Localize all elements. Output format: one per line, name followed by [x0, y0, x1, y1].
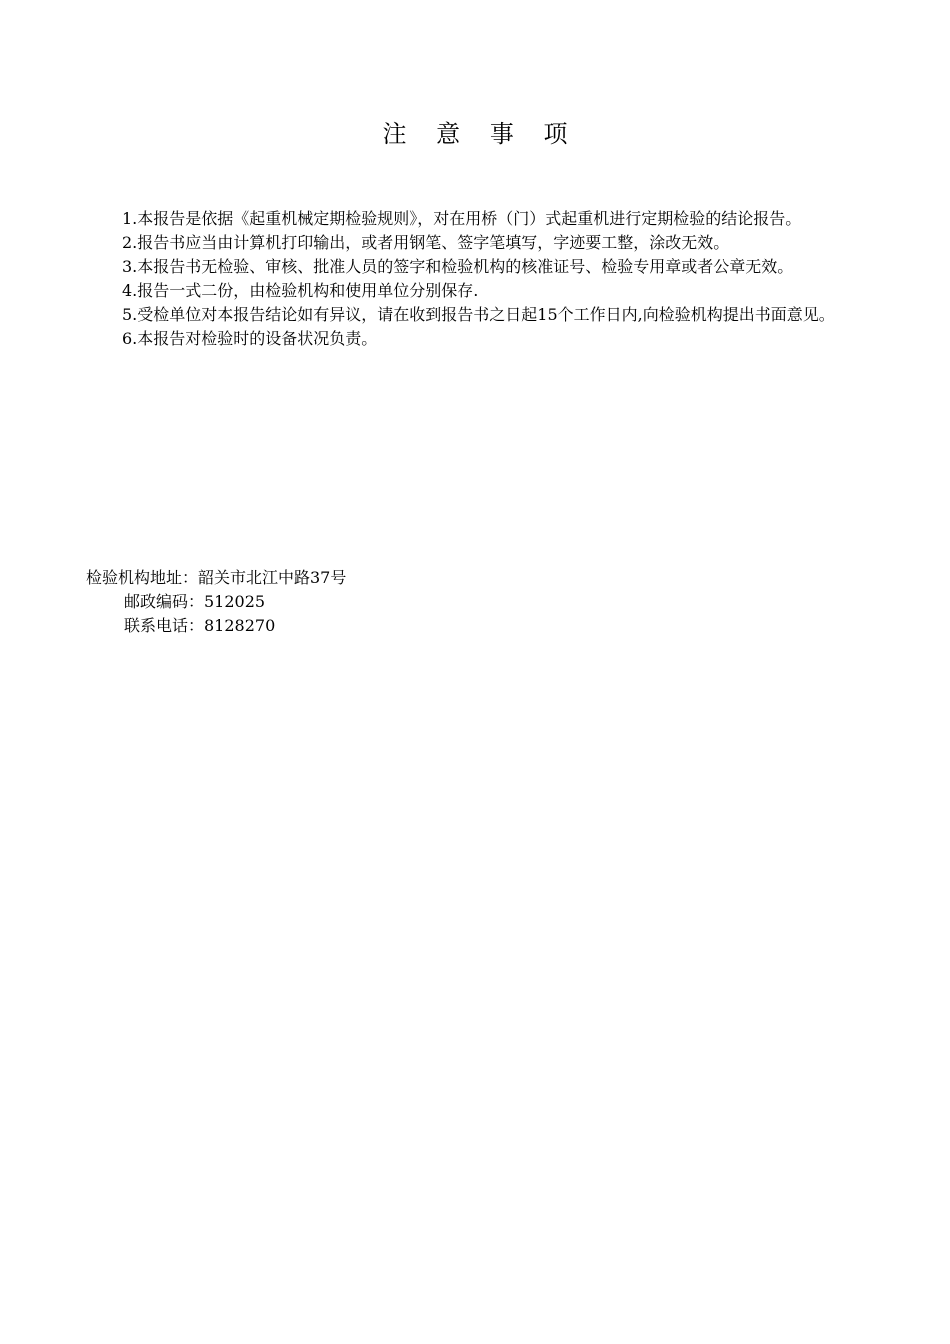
contact-phone: 联系电话：8128270	[124, 616, 276, 635]
note-item-4: 4.报告一式二份，由检验机构和使用单位分别保存.	[122, 281, 479, 300]
contact-address: 检验机构地址：韶关市北江中路37号	[86, 568, 347, 587]
title-char: 注	[382, 120, 407, 148]
note-item-6: 6.本报告对检验时的设备状况负责。	[122, 329, 378, 348]
title-char: 项	[543, 120, 568, 148]
contact-postcode: 邮政编码：512025	[124, 592, 266, 611]
note-item-5: 5.受检单位对本报告结论如有异议，请在收到报告书之日起15个工作日内,向检验机构提出书面意见。	[122, 305, 835, 324]
page-title	[0, 116, 950, 152]
notes-list	[86, 207, 886, 351]
title-char: 事	[489, 120, 514, 148]
note-item-3: 3.本报告书无检验、审核、批准人员的签字和检验机构的核准证号、检验专用章或者公章无效。	[122, 257, 794, 276]
note-item-1: 1.本报告是依据《起重机械定期检验规则》，对在用桥（门）式起重机进行定期检验的结论报告。	[122, 209, 802, 228]
title-char: 意	[436, 120, 461, 148]
note-item-2: 2.报告书应当由计算机打印输出，或者用钢笔、签字笔填写，字迹要工整，涂改无效。	[122, 233, 730, 252]
contact-info	[86, 566, 686, 638]
